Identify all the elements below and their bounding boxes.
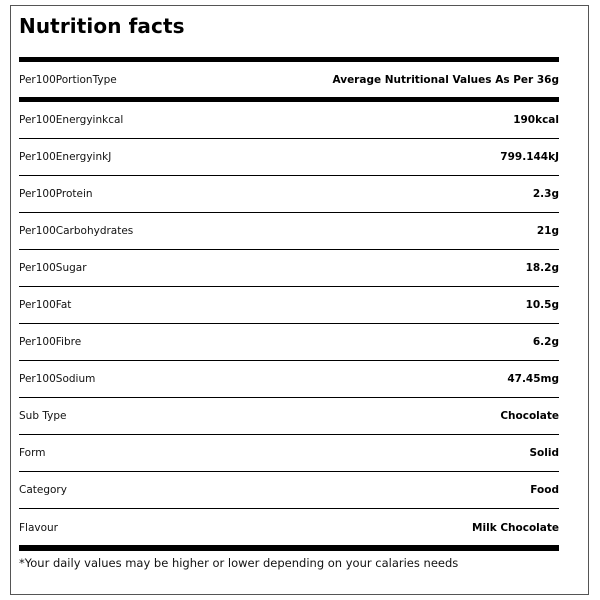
- portion-type-value: Average Nutritional Values As Per 36g: [332, 73, 559, 86]
- row-value: 190kcal: [513, 114, 559, 126]
- row-label: Per100Fat: [19, 299, 72, 311]
- table-row: [19, 509, 559, 546]
- portion-type-label: Per100PortionType: [19, 73, 117, 86]
- row-value: Milk Chocolate: [472, 521, 559, 534]
- portion-header-row: [19, 62, 559, 97]
- table-row: [19, 102, 559, 139]
- daily-values-footnote: *Your daily values may be higher or lower depending on your calaries needs: [19, 556, 459, 570]
- table-row: [19, 139, 559, 176]
- row-value: 2.3g: [532, 188, 559, 200]
- row-label: Sub Type: [19, 410, 67, 422]
- page-title: Nutrition facts: [19, 14, 185, 38]
- row-label: Per100Carbohydrates: [19, 225, 134, 237]
- row-label: Flavour: [19, 521, 59, 534]
- table-row: [19, 324, 559, 361]
- row-value: Food: [530, 484, 559, 496]
- row-label: Category: [19, 484, 67, 496]
- row-label: Per100EnergyinkJ: [19, 151, 112, 163]
- table-row: [19, 435, 559, 472]
- row-value: 6.2g: [532, 336, 559, 348]
- row-label: Per100Energyinkcal: [19, 114, 124, 126]
- row-value: Solid: [529, 447, 559, 459]
- row-value: 799.144kJ: [500, 151, 559, 163]
- table-row: [19, 287, 559, 324]
- row-value: 18.2g: [525, 262, 559, 274]
- row-value: 21g: [536, 225, 559, 237]
- row-value: Chocolate: [500, 410, 559, 422]
- table-row: [19, 176, 559, 213]
- row-label: Per100Protein: [19, 188, 93, 200]
- table-row: [19, 213, 559, 250]
- row-label: Per100Fibre: [19, 336, 82, 348]
- table-row: [19, 398, 559, 435]
- table-row: [19, 472, 559, 509]
- row-value: 10.5g: [525, 299, 559, 311]
- row-value: 47.45mg: [507, 373, 559, 385]
- row-label: Per100Sugar: [19, 262, 87, 274]
- row-label: Per100Sodium: [19, 373, 96, 385]
- table-row: [19, 361, 559, 398]
- row-label: Form: [19, 447, 46, 459]
- nutrition-table: [19, 102, 559, 546]
- table-row: [19, 250, 559, 287]
- bottom-divider: [19, 545, 559, 551]
